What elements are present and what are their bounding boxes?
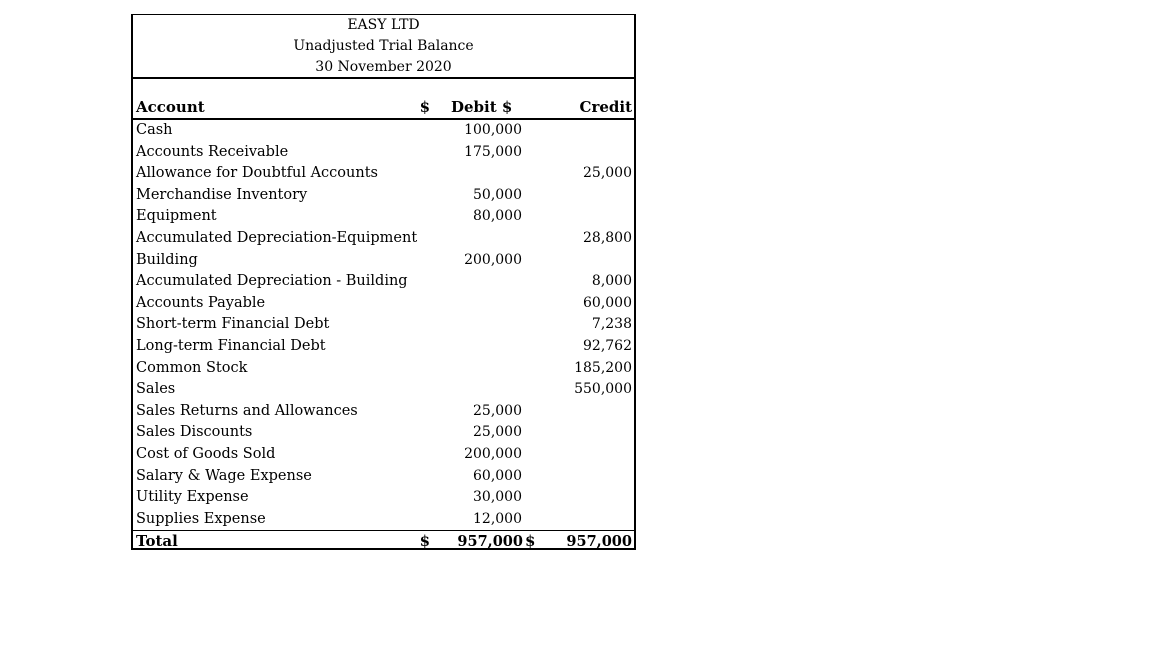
credit-amount: 185,200 xyxy=(574,359,632,376)
table-header-row xyxy=(133,96,634,120)
table-row xyxy=(133,336,634,358)
total-label: Total xyxy=(136,532,178,551)
account-name: Building xyxy=(136,251,198,268)
debit-amount: 60,000 xyxy=(473,467,522,484)
credit-amount: 7,238 xyxy=(591,316,632,333)
debit-amount: 100,000 xyxy=(464,122,522,138)
credit-amount: 92,762 xyxy=(583,337,632,354)
account-name: Salary & Wage Expense xyxy=(136,467,312,484)
debit-amount: 12,000 xyxy=(473,510,522,527)
table-row xyxy=(133,314,634,336)
table-row xyxy=(133,444,634,466)
account-name: Long-term Financial Debt xyxy=(136,337,326,354)
table-row xyxy=(133,466,634,488)
credit-amount: 25,000 xyxy=(583,165,632,182)
company-name: EASY LTD xyxy=(347,17,420,33)
report-date: 30 November 2020 xyxy=(315,59,452,75)
debit-amount: 200,000 xyxy=(464,445,522,462)
trial-balance-table xyxy=(133,96,634,552)
total-debit-dollar-sign: $ xyxy=(525,532,536,551)
account-name: Short-term Financial Debt xyxy=(136,316,330,333)
debit-amount: 200,000 xyxy=(464,251,522,268)
account-name: Supplies Expense xyxy=(136,510,266,527)
debit-amount: 25,000 xyxy=(473,424,522,441)
account-name: Sales Discounts xyxy=(136,424,253,441)
debit-amount: 80,000 xyxy=(473,208,522,225)
trial-balance-sheet xyxy=(131,14,636,550)
table-row xyxy=(133,358,634,380)
account-name: Common Stock xyxy=(136,359,248,376)
report-header xyxy=(133,14,634,79)
account-name: Sales xyxy=(136,381,176,398)
table-row xyxy=(133,185,634,207)
table-row xyxy=(133,120,634,142)
credit-amount: 28,800 xyxy=(583,229,632,246)
debit-amount: 50,000 xyxy=(473,186,522,203)
account-name: Allowance for Doubtful Accounts xyxy=(136,165,378,182)
account-column-header: Account xyxy=(136,98,205,116)
report-title: Unadjusted Trial Balance xyxy=(293,38,474,54)
account-name: Accounts Payable xyxy=(136,294,266,311)
table-row xyxy=(133,487,634,509)
total-row xyxy=(133,530,634,552)
table-body xyxy=(133,120,634,530)
table-row xyxy=(133,163,634,185)
credit-amount: 60,000 xyxy=(583,294,632,311)
debit-amount: 175,000 xyxy=(464,143,522,160)
table-row xyxy=(133,401,634,423)
account-name: Utility Expense xyxy=(136,489,249,506)
credit-amount: 8,000 xyxy=(591,273,632,290)
table-row xyxy=(133,271,634,293)
table-row xyxy=(133,293,634,315)
debit-amount: 25,000 xyxy=(473,402,522,419)
table-row xyxy=(133,379,634,401)
account-name: Merchandise Inventory xyxy=(136,186,308,203)
credit-amount: 550,000 xyxy=(574,381,632,398)
credit-column-header: Credit xyxy=(579,98,632,116)
table-row xyxy=(133,142,634,164)
table-row xyxy=(133,206,634,228)
account-name: Accumulated Depreciation - Building xyxy=(136,273,408,290)
table-row xyxy=(133,422,634,444)
table-row xyxy=(133,509,634,531)
total-credit: 957,000 xyxy=(566,533,632,551)
account-name: Equipment xyxy=(136,208,217,225)
total-debit: 957,000 xyxy=(457,533,523,551)
account-name: Cost of Goods Sold xyxy=(136,445,276,462)
table-row xyxy=(133,250,634,272)
debit-column-header: Debit $ xyxy=(451,98,513,116)
total-dollar-sign: $ xyxy=(419,532,430,551)
table-row xyxy=(133,228,634,250)
account-name: Accumulated Depreciation-Equipment xyxy=(136,229,418,246)
account-name: Accounts Receivable xyxy=(136,143,289,160)
account-name: Sales Returns and Allowances xyxy=(136,402,358,419)
dollar-column-header: $ xyxy=(419,98,430,116)
debit-amount: 30,000 xyxy=(473,489,522,506)
account-name: Cash xyxy=(136,122,173,138)
